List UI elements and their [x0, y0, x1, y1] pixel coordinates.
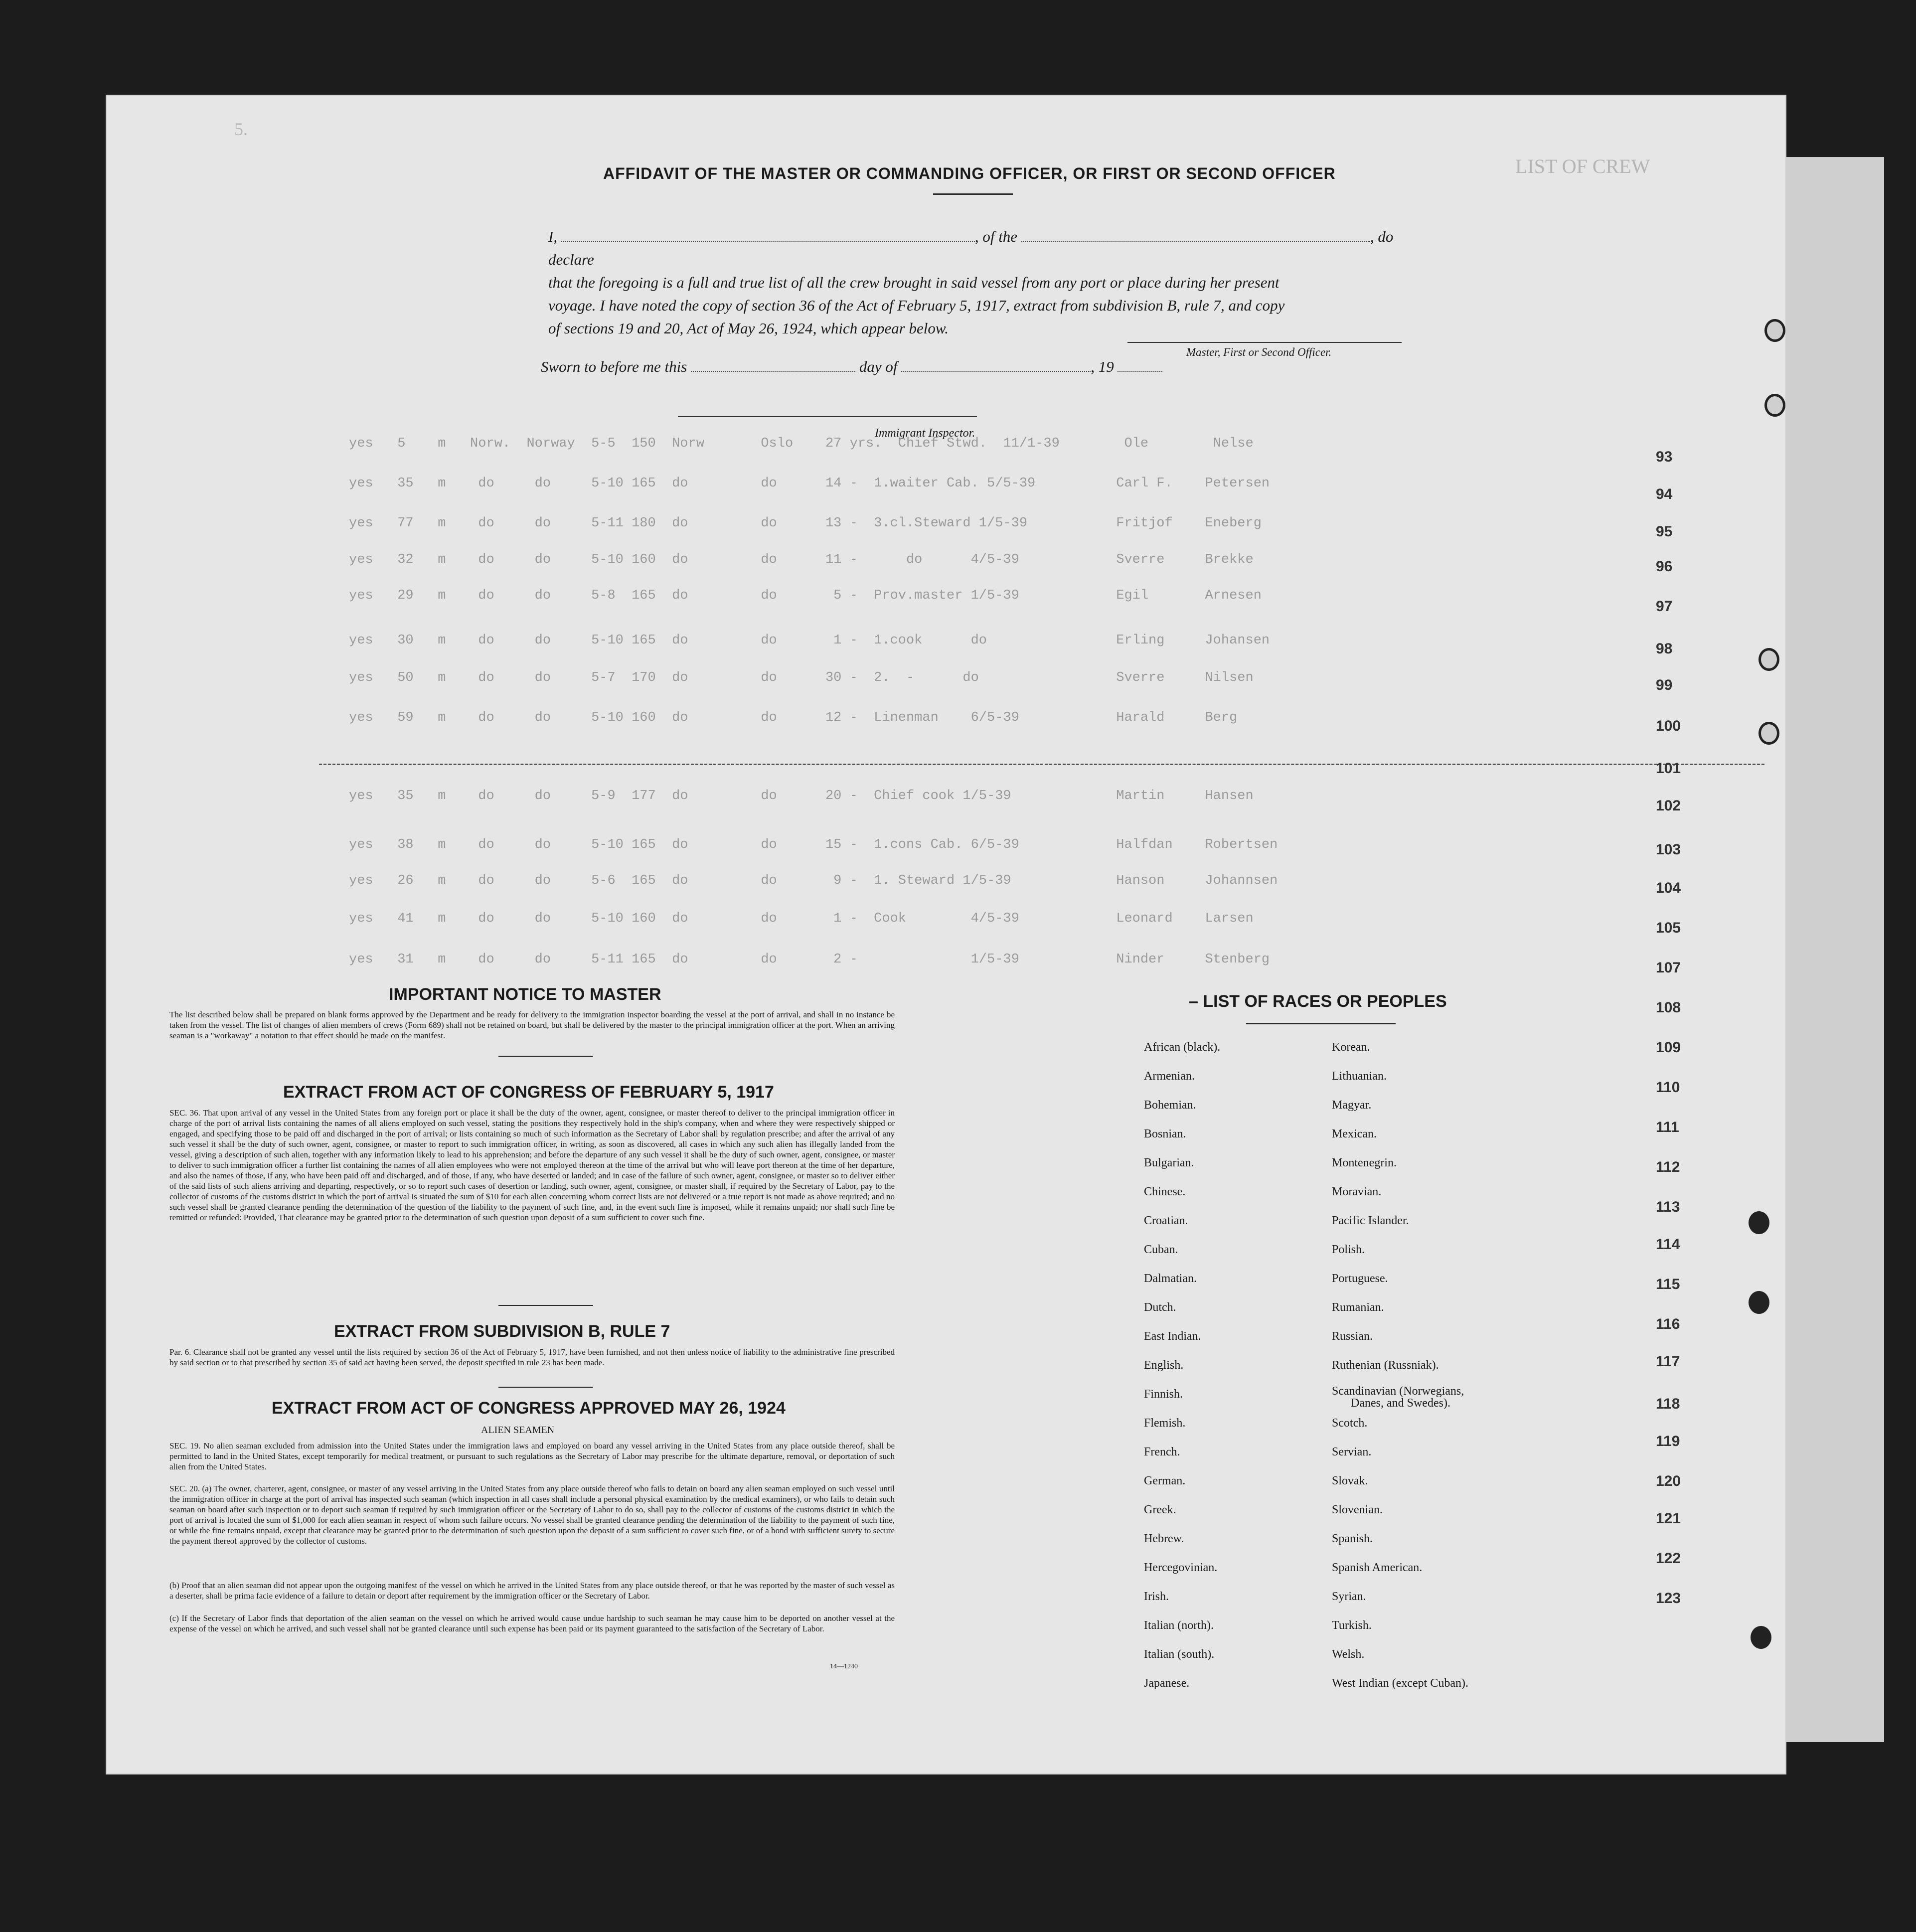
race-item: Irish.	[1144, 1590, 1169, 1603]
ghost-row: yes 77 m do do 5-11 180 do do 13 - 3.cl.Steward 1/5-39 Fritjof Eneberg	[349, 516, 1262, 531]
name-blank[interactable]	[561, 241, 975, 242]
row-number: 93	[1656, 449, 1673, 465]
race-item: Danes, and Swedes).	[1351, 1397, 1450, 1410]
act-1917-body: SEC. 36. That upon arrival of any vessel in the United States from any foreign port or place it shall be the duty of the owner, agent, consignee, or master thereof to deliver to the principal immigration officer in charge of the port of arrival lists containing the names of all aliens employed on such vessel, stating the positions they respectively hold in the ship's company, when and where they were respectively shipped or engaged, and specifying those to be paid off and discharged in the port of arrival; or lists containing so much of such information as the Secretary of Labor shall by regulation prescribe; and after the arrival of any such vessel it shall be the duty of such owner, agent, consignee, or master to report to such immigration officer, in writing, as soon as discovered, all cases in which any such alien has illegally landed from the vessel, giving a description of such alien, together with any information likely to lead to his apprehension; and before the departure of any such vessel it shall be the duty of such owner, agent, consignee, or master to deliver to such immigration officer a further list containing the names of all alien employees who were not employed thereon at the time of the arrival but who will leave port thereon at the time of her departure, and also the names of those, if any, who have been paid off and discharged, and of those, if any, who have deserted or landed; and in case of the failure of such owner, agent, consignee, or master so to deliver either of the said lists of such aliens arriving and departing, respectively, or so to report such cases of desertion or landing, such owner, agent, consignee, or master shall, if required by the Secretary of Labor, pay to the collector of customs of the customs district in which the port of arrival is situated the sum of $10 for each alien concerning whom correct lists are not delivered or a true report is not made as above required; and no such vessel shall be granted clearance pending the determination of the question of the liability to the payment of such fine, and, in the event such fine is imposed, while it remains unpaid; nor shall such fine be remitted or refunded: Provided, That clearance may be granted prior to the determination of such question upon deposit of a sum sufficient to cover such fine.	[169, 1108, 895, 1222]
punch-hole-icon	[1749, 1211, 1769, 1234]
race-item: Spanish.	[1332, 1532, 1373, 1545]
row-number: 123	[1656, 1590, 1681, 1607]
race-item: African (black).	[1144, 1041, 1221, 1054]
race-item: Rumanian.	[1332, 1301, 1384, 1314]
race-item: Croatian.	[1144, 1214, 1188, 1227]
row-number: 110	[1656, 1079, 1680, 1096]
row-number: 103	[1656, 841, 1681, 858]
notice-title: IMPORTANT NOTICE TO MASTER	[389, 985, 661, 1004]
row-number: 107	[1656, 960, 1681, 976]
row-number: 94	[1656, 486, 1673, 502]
punch-hole-icon	[1764, 319, 1785, 342]
ghost-row: yes 50 m do do 5-7 170 do do 30 - 2. - do Sverre Nilsen	[349, 670, 1254, 685]
ghost-row: yes 35 m do do 5-10 165 do do 14 - 1.waiter Cab. 5/5-39 Carl F. Petersen	[349, 476, 1270, 491]
act-1924-sec20b: (b) Proof that an alien seaman did not appear upon the outgoing manifest of the vessel on which he arrived in the United States from any place outside thereof, or that he was reported by the master of such vessel as a deserter, shall be prima facie evidence of a failure to detain or deport after requirement by the immigration officer or the Secretary of Labor.	[169, 1581, 895, 1601]
race-item: Greek.	[1144, 1503, 1176, 1516]
dashed-separator	[319, 764, 1764, 765]
race-item: Moravian.	[1332, 1185, 1382, 1198]
race-item: Finnish.	[1144, 1388, 1183, 1401]
section-rule	[498, 1305, 593, 1306]
sworn-text: Sworn to before me this	[541, 358, 687, 375]
ghost-row: yes 29 m do do 5-8 165 do do 5 - Prov.master 1/5-39 Egil Arnesen	[349, 588, 1262, 603]
row-number: 105	[1656, 920, 1681, 936]
row-number: 104	[1656, 880, 1681, 896]
race-item: Servian.	[1332, 1446, 1372, 1458]
race-item: Syrian.	[1332, 1590, 1366, 1603]
race-item: Japanese.	[1144, 1677, 1190, 1690]
section-rule	[498, 1056, 593, 1057]
affidavit-line3: voyage. I have noted the copy of section 36 of the Act of February 5, 1917, extract from subdivision B, rule 7, and copy	[548, 297, 1285, 314]
row-number: 109	[1656, 1039, 1681, 1056]
punch-hole-icon	[1758, 722, 1779, 745]
ghost-row: yes 35 m do do 5-9 177 do do 20 - Chief cook 1/5-39 Martin Hansen	[349, 789, 1254, 804]
rule7-body: Par. 6. Clearance shall not be granted any vessel until the lists required by section 36 of the Act of February 5, 1917, have been furnished, and not then unless notice of liability to the administrative fine prescribed by said section or to that prescribed by section 35 of said act having been served, the deposit specified in rule 23 has been made.	[169, 1347, 895, 1367]
affidavit-text-of: , of the	[974, 228, 1018, 245]
form-number: 14—1240	[830, 1663, 858, 1670]
sworn-line	[541, 358, 1162, 376]
race-item: Magyar.	[1332, 1099, 1372, 1112]
race-item: Polish.	[1332, 1243, 1365, 1256]
row-number: 119	[1656, 1433, 1680, 1449]
affidavit-line1	[548, 225, 1436, 271]
act-1924-sec20c: (c) If the Secretary of Labor finds that deportation of the alien seaman on the vessel on which he arrived would cause undue hardship to such seaman he may cause him to be deported on another vessel at the expense of the vessel on which he arrived, and such vessel shall not be granted clearance until such expense has been paid or its payment guaranteed to the satisfaction of the Secretary of Labor.	[169, 1613, 895, 1633]
ghost-row: yes 41 m do do 5-10 160 do do 1 - Cook 4/5-39 Leonard Larsen	[349, 911, 1254, 926]
race-item: Mexican.	[1332, 1127, 1377, 1140]
race-item: Scandinavian (Norwegians,	[1332, 1385, 1464, 1398]
races-title: – LIST OF RACES OR PEOPLES	[1189, 992, 1447, 1011]
race-item: Turkish.	[1332, 1619, 1372, 1632]
notice-body: The list described below shall be prepared on blank forms approved by the Department and be ready for delivery to the immigration inspector boarding the vessel at the port of arrival, and shall in no instance be taken from the vessel. The list of changes of alien members of crews (Form 689) shall not be retained on board, but shall be delivered by the master to the principal immigration officer at the port. When an arriving seaman is a "workaway" a notation to that effect should be made on the manifest.	[169, 1010, 895, 1040]
act-1924-sec19: SEC. 19. No alien seaman excluded from admission into the United States under the immigration laws and employed on board any vessel arriving in the United States from any place outside thereof, shall be permitted to land in the United States, except temporarily for medical treatment, or pursuant to such regulations as the Secretary of Labor may prescribe for the ultimate departure, removal, or deportation of such alien from the United States.	[169, 1441, 895, 1471]
ghost-row: yes 31 m do do 5-11 165 do do 2 - 1/5-39 Ninder Stenberg	[349, 952, 1270, 967]
affidavit-line2: that the foregoing is a full and true list of all the crew brought in said vessel from any port or place during her present	[548, 274, 1279, 291]
rule7-title: EXTRACT FROM SUBDIVISION B, RULE 7	[334, 1322, 670, 1341]
row-number: 98	[1656, 641, 1673, 657]
punch-hole-icon	[1758, 648, 1779, 671]
race-item: West Indian (except Cuban).	[1332, 1677, 1468, 1690]
affidavit-text-i: I,	[548, 228, 558, 245]
race-item: Armenian.	[1144, 1070, 1195, 1083]
faint-bleed-title: LIST OF CREW	[1515, 155, 1650, 177]
row-number: 117	[1656, 1353, 1680, 1370]
row-number: 113	[1656, 1199, 1680, 1215]
row-number: 99	[1656, 677, 1673, 693]
sworn-month-blank[interactable]	[901, 371, 1091, 372]
signature-line[interactable]	[1127, 342, 1402, 343]
row-number: 102	[1656, 798, 1681, 814]
row-number: 95	[1656, 523, 1673, 540]
inspector-caption: Immigrant Inspector.	[875, 427, 975, 440]
race-item: English.	[1144, 1359, 1184, 1372]
race-item: Montenegrin.	[1332, 1156, 1397, 1169]
row-number: 96	[1656, 558, 1673, 575]
faint-page-mark: 5.	[234, 119, 248, 139]
row-number: 115	[1656, 1276, 1680, 1292]
row-number: 111	[1656, 1119, 1679, 1135]
sworn-dayof-text: day of	[859, 358, 898, 375]
ghost-row: yes 26 m do do 5-6 165 do do 9 - 1. Steward 1/5-39 Hanson Johannsen	[349, 873, 1278, 888]
race-item: Lithuanian.	[1332, 1070, 1387, 1083]
row-number: 118	[1656, 1396, 1680, 1412]
row-number: 121	[1656, 1510, 1681, 1527]
ghost-row: yes 30 m do do 5-10 165 do do 1 - 1.cook do Erling Johansen	[349, 633, 1270, 648]
affidavit-text-declare: , do declare	[548, 228, 1394, 268]
race-item: Slovak.	[1332, 1474, 1368, 1487]
row-number: 112	[1656, 1159, 1680, 1175]
race-item: Italian (north).	[1144, 1619, 1214, 1632]
act-1917-title: EXTRACT FROM ACT OF CONGRESS OF FEBRUARY 5, 1917	[283, 1083, 774, 1102]
act-1924-subtitle: ALIEN SEAMEN	[481, 1425, 555, 1436]
race-item: Chinese.	[1144, 1185, 1186, 1198]
race-item: Cuban.	[1144, 1243, 1178, 1256]
sworn-year-blank[interactable]	[1118, 371, 1162, 372]
row-number: 120	[1656, 1473, 1681, 1489]
section-rule	[498, 1387, 593, 1388]
ghost-row: yes 32 m do do 5-10 160 do do 11 - do 4/5-39 Sverre Brekke	[349, 552, 1254, 567]
punch-hole-icon	[1749, 1291, 1769, 1314]
race-item: Korean.	[1332, 1041, 1370, 1054]
signature-caption: Master, First or Second Officer.	[1186, 346, 1332, 358]
vessel-blank[interactable]	[1021, 241, 1370, 242]
race-item: Flemish.	[1144, 1417, 1186, 1430]
race-item: Bohemian.	[1144, 1099, 1196, 1112]
race-item: Bosnian.	[1144, 1127, 1186, 1140]
race-item: German.	[1144, 1474, 1186, 1487]
race-item: East Indian.	[1144, 1330, 1201, 1343]
race-item: French.	[1144, 1446, 1180, 1458]
race-item: Dutch.	[1144, 1301, 1176, 1314]
act-1924-sec20a: SEC. 20. (a) The owner, charterer, agent, consignee, or master of any vessel arriving in the United States from any place outside thereof who fails to detain on board any alien seaman employed on such vessel until the immigration officer in charge at the port of arrival has inspected such seaman (which inspection in all cases shall include a personal physical examination by the medical examiners), or who fails to detain such seaman on board after such inspection or to deport such seaman if required by such immigration officer or the Secretary of Labor to do so, shall pay to the collector of customs of the customs district in which the port of arrival is located the sum of $1,000 for each alien seaman in respect of whom such failure occurs. No vessel shall be granted clearance pending the determination of the liability to the payment of such fine, or while the fine remains unpaid, except that clearance may be granted prior to the determination of such question upon the deposit of a sum sufficient to cover such fine, or of a bond with sufficient surety to secure the payment thereof approved by the collector of customs.	[169, 1484, 895, 1546]
ghost-row: yes 5 m Norw. Norway 5-5 150 Norw Oslo 27 yrs. Chief Stwd. 11/1-39 Ole Nelse	[349, 436, 1254, 451]
affidavit-body	[548, 225, 1436, 340]
affidavit-line4: of sections 19 and 20, Act of May 26, 1924, which appear below.	[548, 320, 949, 337]
race-item: Italian (south).	[1144, 1648, 1215, 1661]
race-item: Hebrew.	[1144, 1532, 1184, 1545]
affidavit-title: AFFIDAVIT OF THE MASTER OR COMMANDING OFFICER, OR FIRST OR SECOND OFFICER	[603, 164, 1336, 182]
race-item: Portuguese.	[1332, 1272, 1388, 1285]
punch-hole-icon	[1751, 1626, 1771, 1649]
race-item: Slovenian.	[1332, 1503, 1383, 1516]
row-number: 101	[1656, 760, 1681, 777]
row-number: 114	[1656, 1236, 1680, 1253]
race-item: Pacific Islander.	[1332, 1214, 1409, 1227]
row-number: 108	[1656, 999, 1681, 1016]
race-item: Dalmatian.	[1144, 1272, 1197, 1285]
ghost-row: yes 59 m do do 5-10 160 do do 12 - Linenman 6/5-39 Harald Berg	[349, 710, 1238, 725]
race-item: Russian.	[1332, 1330, 1373, 1343]
ghost-row: yes 38 m do do 5-10 165 do do 15 - 1.cons Cab. 6/5-39 Halfdan Robertsen	[349, 837, 1278, 852]
row-number: 100	[1656, 718, 1681, 734]
title-rule	[933, 193, 1013, 195]
race-item: Hercegovinian.	[1144, 1561, 1218, 1574]
sworn-day-blank[interactable]	[691, 371, 855, 372]
race-item: Spanish American.	[1332, 1561, 1423, 1574]
row-number: 122	[1656, 1550, 1681, 1567]
race-item: Ruthenian (Russniak).	[1332, 1359, 1439, 1372]
act-1924-title: EXTRACT FROM ACT OF CONGRESS APPROVED MAY 26, 1924	[272, 1399, 786, 1418]
inspector-signature-line[interactable]	[678, 416, 977, 417]
races-rule	[1246, 1023, 1396, 1024]
punch-hole-icon	[1764, 394, 1785, 417]
race-item: Welsh.	[1332, 1648, 1365, 1661]
row-number: 97	[1656, 598, 1673, 615]
race-item: Bulgarian.	[1144, 1156, 1194, 1169]
race-item: Scotch.	[1332, 1417, 1368, 1430]
row-number: 116	[1656, 1316, 1680, 1332]
sworn-year-text: , 19	[1091, 358, 1114, 375]
